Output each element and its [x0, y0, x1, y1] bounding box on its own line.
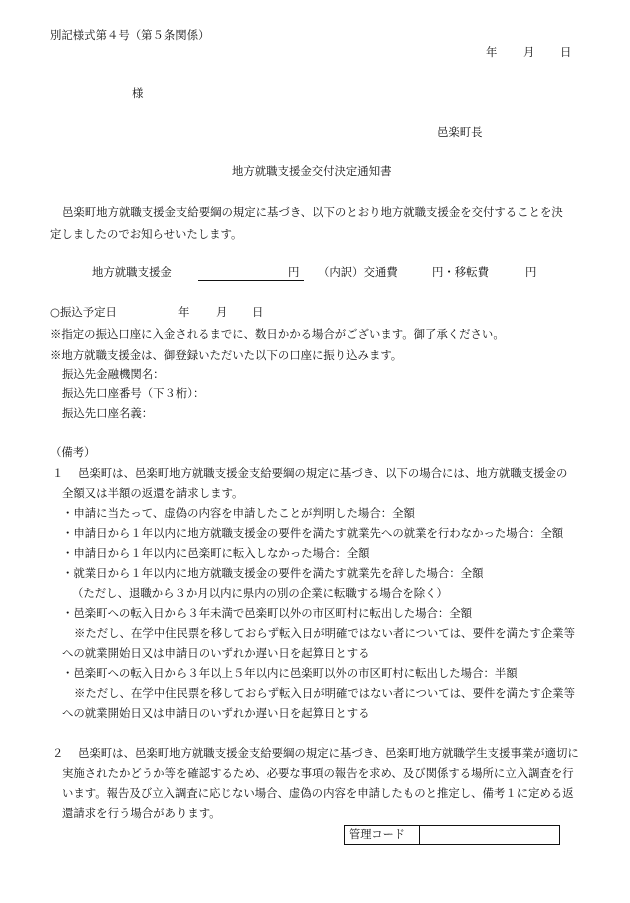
date-day-label: 日 — [560, 45, 572, 59]
date-year-label: 年 — [486, 45, 498, 59]
remark-2-line-1: 邑楽町は、邑楽町地方就職支援金支給要綱の規定に基づき、邑楽町地方就職学生支援事業が適切に — [78, 746, 579, 760]
amount-blank-line — [198, 280, 304, 281]
remark-2-number: ２ — [52, 746, 64, 760]
amount-label: 地方就職支援金 — [92, 265, 172, 279]
remark-1-case-6-note-1: ※ただし、在学中住民票を移しておらず転入日が明確ではない者については、要件を満たす企業等 — [74, 686, 575, 700]
remark-1-line-2: 全額又は半額の返還を請求します。 — [62, 486, 244, 500]
management-code-box — [344, 825, 560, 845]
amount-breakdown-label: （内訳）交通費 — [318, 265, 398, 279]
sender-name: 邑楽町長 — [437, 125, 483, 139]
remark-1-number: １ — [52, 466, 64, 480]
amount-end-unit: 円 — [525, 265, 537, 279]
remark-1-case-4-note: （ただし、退職から３か月以内に県内の別の企業に転職する場合を除く） — [72, 586, 448, 600]
remark-1-case-3: ・申請日から１年以内に邑楽町に転入しなかった場合：全額 — [62, 546, 370, 560]
addressee-suffix: 様 — [132, 86, 144, 100]
bank-name-label: 振込先金融機関名： — [62, 367, 165, 381]
remark-1-case-4: ・就業日から１年以内に地方就職支援金の要件を満たす就業先を辞した場合：全額 — [62, 566, 484, 580]
remark-2-line-2: 実施されたかどうか等を確認するため、必要な事項の報告を求め、及び関係する場所に立入調査を行 — [62, 766, 574, 780]
remark-1-case-5-note-1: ※ただし、在学中住民票を移しておらず転入日が明確ではない者については、要件を満たす企業等 — [74, 626, 575, 640]
management-code-label: 管理コード — [345, 826, 420, 845]
management-code-value[interactable] — [420, 826, 560, 845]
document-title: 地方就職支援金交付決定通知書 — [232, 164, 392, 178]
remarks-heading: （備考） — [50, 445, 96, 459]
remark-2-line-3: います。報告及び立入調査に応じない場合、虚偽の内容を申請したものと推定し、備考１に定める返 — [62, 786, 574, 800]
account-number-label: 振込先口座番号（下３桁）： — [62, 386, 205, 400]
remark-1-case-5: ・邑楽町への転入日から３年未満で邑楽町以外の市区町村に転出した場合：全額 — [62, 606, 473, 620]
transfer-day-label: 日 — [252, 305, 264, 319]
date-month-label: 月 — [523, 45, 535, 59]
form-number: 別記様式第４号（第５条関係） — [50, 28, 210, 42]
remark-1-case-1: ・申請に当たって、虚偽の内容を申請したことが判明した場合：全額 — [62, 506, 415, 520]
account-holder-label: 振込先口座名義： — [62, 406, 154, 420]
amount-unit: 円 — [288, 265, 300, 279]
transfer-note-2: ※地方就職支援金は、御登録いただいた以下の口座に振り込みます。 — [50, 348, 403, 362]
remark-2-line-4: 還請求を行う場合があります。 — [62, 806, 221, 820]
transfer-date-label: ○振込予定日 — [50, 305, 117, 319]
transfer-note-1: ※指定の振込口座に入金されるまでに、数日かかる場合がございます。御了承ください。 — [50, 327, 505, 341]
remark-1-case-2: ・申請日から１年以内に地方就職支援金の要件を満たす就業先への就業を行わなかった場合：全額 — [62, 526, 564, 540]
intro-line-2: 定しましたのでお知らせいたします。 — [50, 227, 243, 241]
remark-1-line-1: 邑楽町は、邑楽町地方就職支援金支給要綱の規定に基づき、以下の場合には、地方就職支援金の — [78, 466, 568, 480]
transfer-year-label: 年 — [178, 305, 190, 319]
transfer-month-label: 月 — [216, 305, 228, 319]
intro-line-1: 邑楽町地方就職支援金支給要綱の規定に基づき、以下のとおり地方就職支援金を交付することを決 — [62, 205, 563, 219]
amount-moving-label: 円・移転費 — [432, 265, 489, 279]
remark-1-case-6-note-2: への就業開始日又は申請日のいずれか遅い日を起算日とする — [62, 706, 370, 720]
remark-1-case-6: ・邑楽町への転入日から３年以上５年以内に邑楽町以外の市区町村に転出した場合：半額 — [62, 666, 518, 680]
remark-1-case-5-note-2: への就業開始日又は申請日のいずれか遅い日を起算日とする — [62, 646, 370, 660]
